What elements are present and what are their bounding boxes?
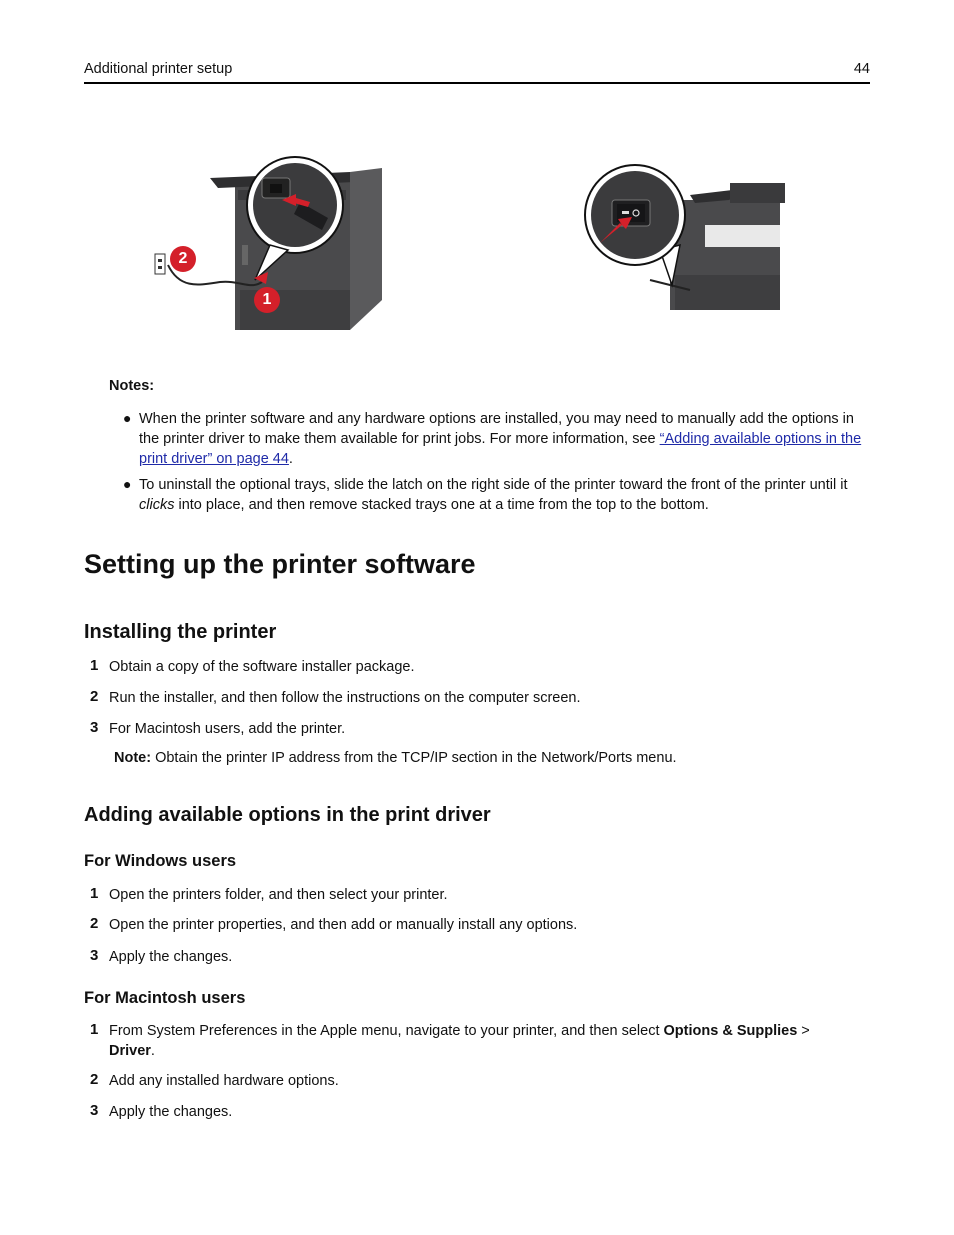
callout-badge-1: 1 bbox=[254, 287, 280, 313]
menu-driver: Driver bbox=[109, 1043, 151, 1059]
installing-note bbox=[114, 750, 677, 766]
note-label: Note: bbox=[114, 750, 152, 766]
step-text: Open the printers folder, and then select your printer. bbox=[109, 887, 448, 903]
header-section-title: Additional printer setup bbox=[84, 61, 233, 77]
notes-label: Notes: bbox=[109, 378, 155, 394]
note-item-1 bbox=[139, 409, 869, 469]
header-page-number: 44 bbox=[853, 61, 870, 77]
heading-macintosh-users: For Macintosh users bbox=[84, 989, 246, 1007]
heading-windows-users: For Windows users bbox=[84, 852, 237, 870]
heading-installing-printer: Installing the printer bbox=[84, 621, 277, 643]
mac-step-1-text bbox=[109, 1021, 844, 1061]
mac-step-1-before: From System Preferences in the Apple menu, navigate to your printer, and then select bbox=[109, 1023, 664, 1039]
link-adding-options[interactable]: “Adding available options in the print driver” on page 44 bbox=[139, 431, 862, 467]
page-header bbox=[84, 60, 870, 84]
callout-badge-2: 2 bbox=[170, 246, 196, 272]
step-number: 3 bbox=[90, 1102, 99, 1119]
printer-power-switch-figure bbox=[580, 155, 800, 345]
step-number: 3 bbox=[90, 719, 99, 736]
note-item-2-emphasis: clicks bbox=[139, 497, 175, 513]
mac-step-1-end: . bbox=[150, 1043, 155, 1059]
step-number: 1 bbox=[90, 885, 99, 902]
step-number: 3 bbox=[90, 947, 99, 964]
step-number: 2 bbox=[90, 688, 99, 705]
step-text: For Macintosh users, add the printer. bbox=[109, 721, 346, 737]
step-text: Run the installer, and then follow the instructions on the computer screen. bbox=[109, 690, 581, 706]
note-item-1-text: When the printer software and any hardware options are installed, you may need to manually add the options in the printer driver to make them available for print jobs. For more information, see bbox=[139, 411, 854, 447]
note-text: Obtain the printer IP address from the TCP/IP section in the Network/Ports menu. bbox=[151, 750, 677, 766]
note-item-2-end: into place, and then remove stacked trays one at a time from the top to the bottom. bbox=[174, 497, 709, 513]
note-item-2 bbox=[139, 475, 869, 515]
step-number: 2 bbox=[90, 915, 99, 932]
bullet-marker: ● bbox=[123, 476, 132, 492]
note-item-1-end: . bbox=[288, 451, 293, 467]
note-item-2-text: To uninstall the optional trays, slide the latch on the right side of the printer toward the front of the printer until it bbox=[139, 477, 848, 493]
step-text: Apply the changes. bbox=[109, 1104, 233, 1120]
printer-power-cord-figure bbox=[150, 150, 390, 362]
step-number: 2 bbox=[90, 1071, 99, 1088]
step-number: 1 bbox=[90, 657, 99, 674]
step-text: Obtain a copy of the software installer package. bbox=[109, 659, 415, 675]
printer-power-switch-illustration bbox=[580, 155, 800, 345]
menu-options-supplies: Options & Supplies bbox=[663, 1023, 798, 1039]
menu-separator: > bbox=[797, 1023, 810, 1039]
section-title: Setting up the printer software bbox=[84, 549, 476, 579]
step-text: Add any installed hardware options. bbox=[109, 1073, 339, 1089]
heading-adding-options: Adding available options in the print driver bbox=[84, 804, 491, 826]
bullet-marker: ● bbox=[123, 410, 132, 426]
step-text: Open the printer properties, and then add or manually install any options. bbox=[109, 917, 578, 933]
step-text: Apply the changes. bbox=[109, 949, 233, 965]
step-number: 1 bbox=[90, 1021, 99, 1038]
